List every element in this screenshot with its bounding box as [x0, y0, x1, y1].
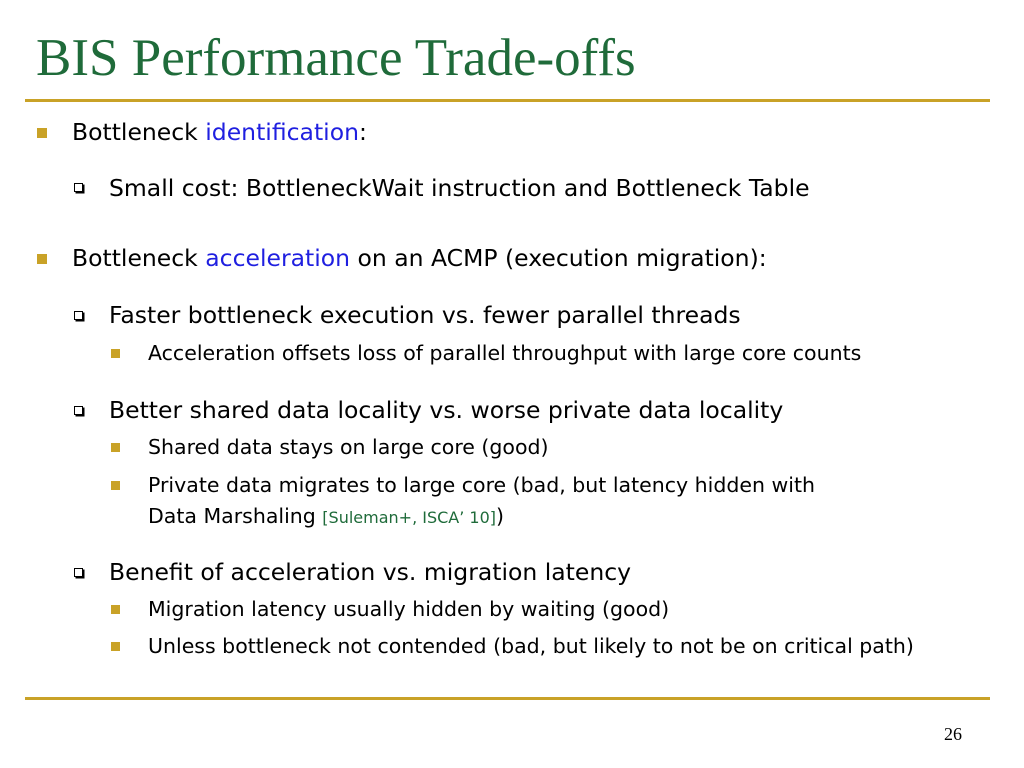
hollow-square-bullet-icon	[74, 568, 83, 577]
bullet-text: Bottleneck	[72, 244, 206, 272]
page-number: 26	[944, 724, 962, 744]
bottom-divider	[25, 697, 990, 700]
bullet-bottleneck-identification	[72, 117, 367, 147]
hollow-square-bullet-icon	[74, 183, 83, 192]
square-bullet-icon	[111, 605, 120, 614]
bullet-text: on an ACMP (execution migration):	[350, 244, 767, 272]
bullet-acceleration-offsets: Acceleration offsets loss of parallel throughput with large core counts	[148, 341, 862, 365]
square-bullet-icon	[111, 443, 120, 452]
square-bullet-icon	[111, 481, 120, 490]
bullet-bottleneck-acceleration	[72, 243, 767, 273]
bullet-unless-bottleneck: Unless bottleneck not contended (bad, but likely to not be on critical path)	[148, 634, 914, 658]
top-divider	[25, 99, 990, 102]
bullet-text: Bottleneck	[72, 118, 206, 146]
bullet-text: :	[358, 118, 367, 146]
bullet-text: Data Marshaling	[148, 504, 323, 528]
bullet-data-locality: Better shared data locality vs. worse private data locality	[109, 396, 784, 424]
bullet-small-cost: Small cost: BottleneckWait instruction and Bottleneck Table	[109, 174, 810, 202]
citation: [Suleman+, ISCA’ 10]	[322, 508, 496, 527]
highlight-acceleration: acceleration	[205, 244, 351, 272]
bullet-migration-latency: Migration latency usually hidden by waiting (good)	[148, 597, 670, 621]
slide-title: BIS Performance Trade-offs	[36, 29, 636, 87]
highlight-identification: identification	[205, 118, 359, 146]
bullet-private-data-continued	[148, 501, 504, 533]
square-bullet-icon	[111, 642, 120, 651]
bullet-private-data: Private data migrates to large core (bad, but latency hidden with	[148, 473, 816, 497]
square-bullet-icon	[37, 128, 47, 138]
bullet-shared-data: Shared data stays on large core (good)	[148, 435, 549, 459]
bullet-benefit-acceleration: Benefit of acceleration vs. migration latency	[109, 558, 632, 586]
bullet-faster-execution: Faster bottleneck execution vs. fewer parallel threads	[109, 301, 741, 329]
bullet-text: )	[496, 504, 504, 528]
hollow-square-bullet-icon	[74, 406, 83, 415]
square-bullet-icon	[37, 254, 47, 264]
square-bullet-icon	[111, 349, 120, 358]
hollow-square-bullet-icon	[74, 311, 83, 320]
